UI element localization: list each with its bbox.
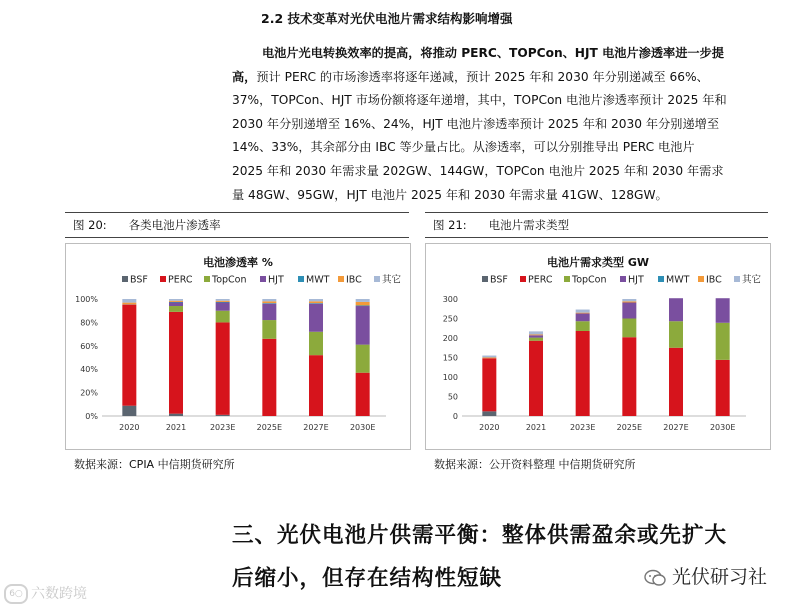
x-tick-label: 2021	[165, 423, 187, 432]
y-tick-label: 300	[442, 295, 458, 304]
bar-segment-IBC	[262, 301, 276, 303]
body-paragraph	[232, 42, 728, 207]
legend-swatch	[564, 276, 570, 282]
bar-segment-BSF	[216, 415, 230, 416]
bar-segment-TopCon	[262, 320, 276, 339]
bar-segment-IBC	[529, 334, 543, 335]
bar-segment-PERC	[529, 341, 543, 416]
legend-label: IBC	[706, 274, 722, 286]
watermark-right-text: 光伏研习社	[672, 566, 768, 588]
chart-title: 电池片需求类型 GW	[547, 256, 649, 269]
penetration-chart-panel	[65, 243, 411, 450]
bar-segment-HJT	[576, 313, 590, 321]
section-heading-line-2: 后缩小，但存在结构性短缺	[232, 566, 503, 591]
bar-segment-IBC	[482, 358, 496, 359]
y-tick-label: 150	[442, 353, 458, 363]
figure-20-header	[65, 212, 409, 238]
legend-swatch	[204, 276, 210, 282]
legend-label: IBC	[346, 274, 362, 286]
x-tick-label: 2027E	[663, 423, 689, 432]
bar-segment-TopCon	[169, 306, 183, 312]
bar-segment-IBC	[169, 301, 183, 302]
chart-title: 电池渗透率 %	[203, 256, 273, 269]
bar-segment-TopCon	[576, 321, 590, 331]
legend-label: 其它	[742, 274, 762, 286]
y-tick-label: 20%	[80, 388, 98, 398]
figure-20-label: 图 20:	[73, 218, 107, 232]
legend-swatch	[482, 276, 488, 282]
x-tick-label: 2025E	[616, 423, 643, 432]
legend-label: MWT	[666, 274, 690, 286]
bar-segment-其它	[262, 299, 276, 301]
y-tick-label: 60%	[80, 341, 98, 351]
bar-segment-PERC	[356, 373, 370, 416]
x-tick-label: 2030E	[709, 423, 736, 432]
legend-swatch	[620, 276, 626, 282]
x-tick-label: 2027E	[303, 423, 329, 432]
bar-segment-BSF	[482, 411, 496, 416]
bar-segment-IBC	[122, 303, 136, 305]
bar-segment-其它	[529, 331, 543, 334]
bar-segment-HJT	[262, 304, 276, 320]
figure-21-title: 电池片需求类型	[488, 218, 570, 232]
bar-segment-PERC	[716, 360, 730, 416]
legend-label: HJT	[268, 274, 284, 286]
figure-20-source: 数据来源：CPIA 中信期货研究所	[74, 458, 235, 471]
penetration-chart	[66, 244, 410, 449]
legend-swatch	[160, 276, 166, 282]
figure-21-label: 图 21:	[433, 218, 467, 232]
bar-segment-HJT	[669, 298, 683, 321]
bar-segment-PERC	[622, 337, 636, 416]
bar-segment-HJT	[529, 335, 543, 337]
x-tick-label: 2023E	[209, 423, 236, 432]
bar-segment-其它	[576, 310, 590, 313]
bar-segment-HJT	[622, 303, 636, 319]
legend-swatch	[520, 276, 526, 282]
section-heading-line-1: 三、光伏电池片供需平衡：整体供需盈余或先扩大	[232, 523, 728, 548]
legend-swatch	[298, 276, 304, 282]
bar-segment-TopCon	[669, 321, 683, 348]
watermark-left-text: 六数跨境	[31, 586, 87, 602]
legend-swatch	[260, 276, 266, 282]
bar-segment-TopCon	[309, 332, 323, 355]
bar-segment-TopCon	[216, 311, 230, 323]
bar-segment-其它	[622, 299, 636, 301]
legend-swatch	[338, 276, 344, 282]
bar-segment-IBC	[622, 301, 636, 302]
bar-segment-TopCon	[622, 319, 636, 338]
legend-swatch	[734, 276, 740, 282]
bar-segment-HJT	[716, 298, 730, 323]
figure-21-source: 数据来源：公开资料整理 中信期货研究所	[434, 458, 636, 471]
bar-segment-IBC	[576, 313, 590, 314]
bar-segment-IBC	[216, 301, 230, 302]
watermark-left	[4, 583, 87, 604]
bar-segment-PERC	[482, 358, 496, 411]
demand-chart	[426, 244, 770, 449]
x-tick-label: 2021	[525, 423, 547, 432]
bar-segment-TopCon	[356, 345, 370, 373]
bar-segment-其它	[169, 299, 183, 301]
paragraph-lead: 电池片光电转换效率的提高，将推动 PERC、TOPCon、HJT 电池片渗透率进一步提高，	[232, 46, 724, 84]
y-tick-label: 100	[442, 373, 458, 382]
legend-swatch	[122, 276, 128, 282]
legend-label: BSF	[130, 274, 148, 286]
bar-segment-HJT	[309, 304, 323, 332]
legend-label: PERC	[168, 274, 193, 286]
figure-20-title: 各类电池片渗透率	[128, 218, 221, 232]
bar-segment-IBC	[309, 301, 323, 303]
y-tick-label: 0%	[85, 412, 98, 421]
brand-logo-icon: 6○	[4, 584, 28, 604]
figure-21-header	[425, 212, 768, 238]
y-tick-label: 200	[442, 334, 458, 343]
legend-swatch	[374, 276, 380, 282]
bar-segment-HJT	[356, 306, 370, 345]
y-tick-label: 50	[447, 392, 458, 402]
bar-segment-PERC	[262, 339, 276, 416]
bar-segment-BSF	[122, 406, 136, 416]
x-tick-label: 2020	[479, 423, 500, 432]
bar-segment-PERC	[169, 312, 183, 414]
legend-label: HJT	[628, 274, 644, 286]
bar-segment-其它	[356, 299, 370, 302]
y-tick-label: 250	[442, 314, 458, 324]
bar-segment-MWT	[262, 303, 276, 304]
bar-segment-HJT	[169, 303, 183, 307]
section-title: 2.2 技术变革对光伏电池片需求结构影响增强	[261, 11, 513, 26]
bar-segment-TopCon	[716, 323, 730, 360]
bar-segment-MWT	[356, 305, 370, 306]
bar-segment-其它	[309, 299, 323, 301]
bar-segment-MWT	[169, 302, 183, 303]
y-tick-label: 80%	[80, 318, 98, 328]
legend-label: TopCon	[572, 274, 607, 286]
y-tick-label: 0	[452, 412, 458, 421]
y-tick-label: 40%	[80, 365, 98, 375]
legend-swatch	[698, 276, 704, 282]
x-tick-label: 2030E	[349, 423, 376, 432]
bar-segment-PERC	[122, 305, 136, 406]
bar-segment-HJT	[216, 303, 230, 311]
legend-label: TopCon	[212, 274, 247, 286]
bar-segment-其它	[122, 299, 136, 303]
bar-segment-IBC	[356, 302, 370, 306]
legend-label: MWT	[306, 274, 330, 286]
x-tick-label: 2025E	[256, 423, 283, 432]
y-tick-label: 100%	[75, 295, 98, 304]
bar-segment-PERC	[216, 322, 230, 414]
bar-segment-其它	[216, 299, 230, 301]
legend-label: 其它	[382, 274, 402, 286]
legend-swatch	[658, 276, 664, 282]
paragraph-body: 预计 PERC 的市场渗透率将逐年递减，预计 2025 年和 2030 年分别递减至 66%、37%，TOPCon、HJT 市场份额将逐年递增，其中，TOPCon 电池片渗透率预计 2025 年和 2030 年分别递增至 16%、24%，HJT 电池片渗透率预计 2025 年和 2030 年分别递增至 14%、33%，其余部分由 IBC 等少量占比。从渗透率，可以分别推导出 PERC 电池片 2025 年和 2030 年需求量 202GW、144GW，TOPCon 电池片 2025 年和 2030 年需求量 48GW、95GW，HJT 电池片 2025 年和 2030 年需求量 41GW、128GW。	[232, 69, 727, 202]
legend-label: PERC	[528, 274, 553, 286]
bar-segment-其它	[482, 356, 496, 358]
wechat-icon	[644, 569, 666, 587]
bar-segment-MWT	[309, 303, 323, 304]
bar-segment-PERC	[576, 331, 590, 416]
x-tick-label: 2023E	[569, 423, 596, 432]
legend-label: BSF	[490, 274, 508, 286]
x-tick-label: 2020	[119, 423, 140, 432]
bar-segment-PERC	[669, 348, 683, 416]
demand-chart-panel	[425, 243, 771, 450]
bar-segment-PERC	[309, 355, 323, 416]
bar-segment-BSF	[169, 414, 183, 416]
bar-segment-MWT	[216, 302, 230, 303]
watermark-right	[644, 562, 767, 589]
bar-segment-TopCon	[529, 338, 543, 341]
